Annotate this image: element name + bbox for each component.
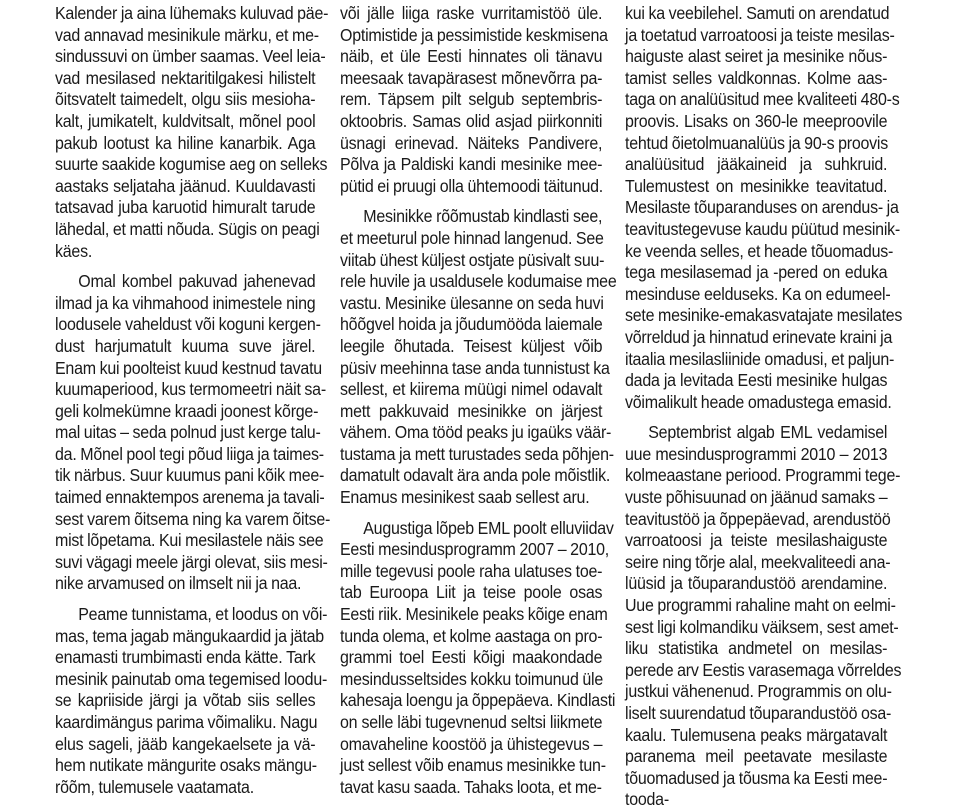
paragraph [340, 206, 617, 508]
text-line: dust harjumatult kuuma suve järel. [55, 335, 316, 356]
paragraph [55, 604, 328, 798]
text-line: liselt suurendatud tõuparandustöö osa- [625, 703, 892, 723]
paragraph-gap [340, 509, 602, 518]
text-line: vähem. Oma tööd peaks ju igaüks väär- [340, 422, 612, 443]
text-line: võrreldud ja hinnatud erinevate kraini ja [625, 326, 893, 347]
text-line: perede arv Eestis varasemaga võrreldes [625, 659, 902, 680]
text-line: ke veenda selles, et heade tõuomadus- [625, 240, 894, 261]
text-line: Enamus mesinikest saab sellest aru. [340, 487, 590, 508]
text-line: enamasti trumbimasti enda kätte. Tark [55, 647, 316, 668]
text-line: varroatoosi ja teiste mesilashaiguste [625, 530, 888, 551]
text-line: taga on analüüsitud mee kvaliteeti 480-s [625, 89, 900, 110]
paragraph-gap [625, 413, 887, 422]
text-line: tatsavad juba karuotid himuralt tarude [55, 197, 316, 218]
paragraph-gap [55, 595, 315, 604]
text-line: hõõgvel hoida ja jõudumööda laiemale [340, 314, 603, 335]
text-line: on selle läbi tugevnenud seltsi liikmete [340, 712, 603, 732]
text-line: tustama ja mett turustades seda põhjen- [340, 443, 614, 464]
text-line: omavaheline koostöö ja ühistegevus – [340, 733, 603, 754]
text-line: leegile õhutada. Teisest küljest võib [340, 335, 603, 356]
text-line: mille tegevusi poole raha ulatuses toe- [340, 560, 603, 581]
text-line: Omal kombel pakuvad jahenevad [78, 271, 316, 292]
text-line: haiguste alast seiret ja mesinike nõus- [625, 46, 888, 67]
text-line: õitsvatelt taimedelt, olgu siis mesioha- [55, 89, 316, 110]
text-line: elus sageli, jääb kangekaelsete ja vä- [55, 733, 316, 754]
text-line: üsnagi erinevad. Näiteks Pandivere, [340, 132, 603, 153]
text-line: et meeturul pole hinnad langenud. See [340, 227, 604, 248]
text-line: tõuomadused ja tõusma ka Eesti mee- [625, 767, 888, 788]
text-line: grammi toel Eesti kõigi maakondade [340, 647, 603, 668]
text-line: ilmad ja ka vihmahood inimestele ning [55, 292, 316, 313]
text-line: rele huvile ja usaldusele kodumaise mee [340, 271, 617, 292]
text-line: kui ka veebilehel. Samuti on arendatud [625, 3, 890, 23]
text-line: seire ning tõrje alal, meekvaliteedi ana- [625, 551, 891, 572]
text-line: uue mesindusprogrammi 2010 – 2013 [625, 443, 888, 464]
text-line: liku statistika andmetel on mesilas- [625, 638, 888, 659]
text-line: Augustiga lõpeb EML poolt elluviidav [363, 517, 614, 538]
paragraph [625, 422, 902, 811]
text-line: nike arvamused on ilmselt nii ja naa. [55, 573, 302, 594]
text-line: analüüsitud jääkaineid ja suhkruid. [625, 154, 888, 175]
text-line: loodusele vaheldust või koguni kergen- [55, 314, 321, 335]
text-line: Peame tunnistama, et loodus on või- [78, 604, 328, 625]
text-line: se kapriiside järgi ja võtab siis selles [55, 690, 316, 711]
text-line: suurte saakide kogumise aeg on selleks [55, 154, 328, 175]
paragraph [55, 271, 331, 595]
text-line: meesaak tavapärasest mõnevõrra pa- [340, 67, 603, 88]
text-line: Kalender ja aina lühemaks kuluvad päe- [55, 3, 329, 23]
text-line: mesinik painutab oma tegemised loodu- [55, 668, 328, 689]
text-line: mal uitas – seda polnud just kerge talu- [55, 422, 321, 443]
text-line: Optimistide ja pessimistide keskmisena [340, 24, 608, 45]
paragraph-gap [55, 262, 315, 271]
text-line: damatult odavalt ära anda pole mõistlik. [340, 465, 611, 486]
text-line: rõõm, tulemusele vaatamata. [55, 776, 254, 797]
text-line: rem. Täpsem pilt selgub septembris- [340, 89, 603, 110]
text-line: Mesinikke rõõmustab kindlasti see, [363, 206, 603, 227]
text-line: Uue programmi rahaline maht on eelmi- [625, 595, 896, 616]
text-line: tooda- [625, 789, 669, 810]
text-line: justkui vähenenud. Programmis on olu- [625, 681, 892, 702]
text-line: sindussuvi on ümber saamas. Veel leia- [55, 46, 326, 67]
text-line: tunda olema, et kolme aastaga on pro- [340, 625, 603, 646]
text-line: taimed ennaktempos arenema ja tavali- [55, 487, 325, 508]
text-line: tega mesilasemad ja -pered on eduka [625, 262, 888, 283]
text-line: geli kolmekümne kraadi joonest kõrge- [55, 400, 319, 421]
text-line: vad mesilased nektaritilgakesi hilistelt [55, 67, 316, 88]
text-line: kuumaperiood, kus termomeetri näit sa- [55, 379, 326, 400]
text-line: või jälle liiga raske vurritamistöö üle. [340, 3, 603, 23]
text-line: teavitustegevuse kaudu püütud mesinik- [625, 218, 901, 239]
text-line: mist lõpetama. Kui mesilastele näis see [55, 530, 324, 551]
text-line: kaalu. Tulemusena peaks märgatavalt [625, 724, 888, 745]
text-line: tamist selles valdkonnas. Kolme aas- [625, 67, 888, 88]
paragraph [340, 517, 616, 799]
text-line: mesinduse eelduseks. Ka on edumeel- [625, 283, 891, 304]
text-line: da. Mõnel pool tegi põud liiga ja taimes- [55, 443, 324, 464]
text-line: tik närbus. Suur kuumus pani kõik mee- [55, 465, 325, 486]
text-line: Põlva ja Paldiski kandi mesinike mee- [340, 154, 603, 175]
text-line: pütid ei pruugi olla ühtemoodi täitunud. [340, 175, 603, 196]
text-line: vuste põhisuunad on jäänud samaks – [625, 487, 888, 508]
text-line: kalt, jumikatelt, kuldvitsalt, mõnel pool [55, 110, 316, 131]
text-line: püsiv meehinna tase anda tunnistust ka [340, 357, 610, 378]
text-line: lüüsid ja tõuparandustöö arendamine. [625, 573, 888, 594]
text-line: lähedal, et matti nõuda. Sügis on peagi [55, 218, 320, 239]
paragraph [625, 3, 903, 413]
text-line: mett pakkuvaid mesinikke on järjest [340, 400, 603, 421]
text-line: võimalikult heade omadustega emasid. [625, 391, 892, 412]
text-line: proovis. Lisaks on 360-le meeproovile [625, 110, 888, 131]
text-line: viitab ühest küljest ostjate püsivalt suu- [340, 249, 605, 270]
text-line: käes. [55, 240, 93, 261]
text-line: Enam kui poolteist kuud kestnud tavatu [55, 357, 322, 378]
text-line: vastu. Mesinike ülesanne on seda huvi [340, 292, 604, 313]
text-line: sest varem õitsema ning ka varem õitse- [55, 508, 331, 529]
paragraph [55, 3, 329, 262]
text-line: kaardimängus parima võimaliku. Nagu [55, 712, 318, 732]
text-line: hem nutikate mängurite osaks mängu- [55, 755, 317, 776]
text-line: dada ja levitada Eesti mesinike hulgas [625, 370, 888, 391]
text-line: sete mesinike-emakasvatajate mesilates [625, 305, 903, 326]
text-line: tab Euroopa Liit ja teise poole osas [340, 582, 603, 603]
text-line: ja toetatud varroatoosi ja teiste mesilas- [625, 24, 895, 45]
text-line: teavitustöö ja õppepäevad, arendustöö [625, 508, 891, 529]
text-line: sellest, et kiirema müügi nimel odavalt [340, 379, 603, 400]
text-line: Eesti riik. Mesinikele peaks kõige enam [340, 604, 608, 625]
text-line: paranema meil peetavate mesilaste [625, 746, 888, 767]
text-line: kolmeaastane periood. Programmi tege- [625, 465, 901, 486]
text-column-2 [340, 3, 617, 798]
paragraph-gap [340, 197, 602, 206]
text-line: tavat kasu saada. Tahaks loota, et me- [340, 776, 602, 797]
text-line: mesindusseltsides kokku toimunud üle [340, 668, 604, 689]
text-line: itaalia mesilasliinide omadusi, et paljun- [625, 348, 895, 369]
text-line: suvi vägagi meele järgi olevat, siis mesi- [55, 551, 328, 572]
text-line: vad annavad mesinikule märku, et me- [55, 24, 319, 45]
paragraph [340, 3, 608, 197]
text-line: just sellest võib enamus mesinikke tun- [340, 755, 606, 776]
text-line: näib, et üle Eesti hinnates oli tänavu [340, 46, 603, 67]
text-line: aastaks seljataha jäänud. Kuuldavasti [55, 175, 316, 196]
text-line: Tulemustest on mesinikke teavitatud. [625, 175, 888, 196]
text-column-1 [55, 3, 331, 798]
text-line: kahesaja loengu ja õppepäeva. Kindlasti [340, 690, 616, 711]
text-line: tehtud õietolmuanalüüs ja 90-s proovis [625, 132, 888, 153]
text-line: Mesilaste tõuparanduses on arendus- ja [625, 197, 899, 218]
text-line: mas, tema jagab mängukaardid ja jätab [55, 625, 324, 646]
text-line: sest ligi kolmandiku väiksem, sest amet- [625, 616, 899, 637]
text-line: oktoobris. Samas olid asjad piirkonniti [340, 110, 603, 131]
text-line: Septembrist algab EML vedamisel [648, 422, 888, 443]
text-line: Eesti mesindusprogramm 2007 – 2010, [340, 539, 610, 560]
text-column-3 [625, 3, 903, 811]
text-line: pakub lootust ka hiline kanarbik. Aga [55, 132, 316, 153]
